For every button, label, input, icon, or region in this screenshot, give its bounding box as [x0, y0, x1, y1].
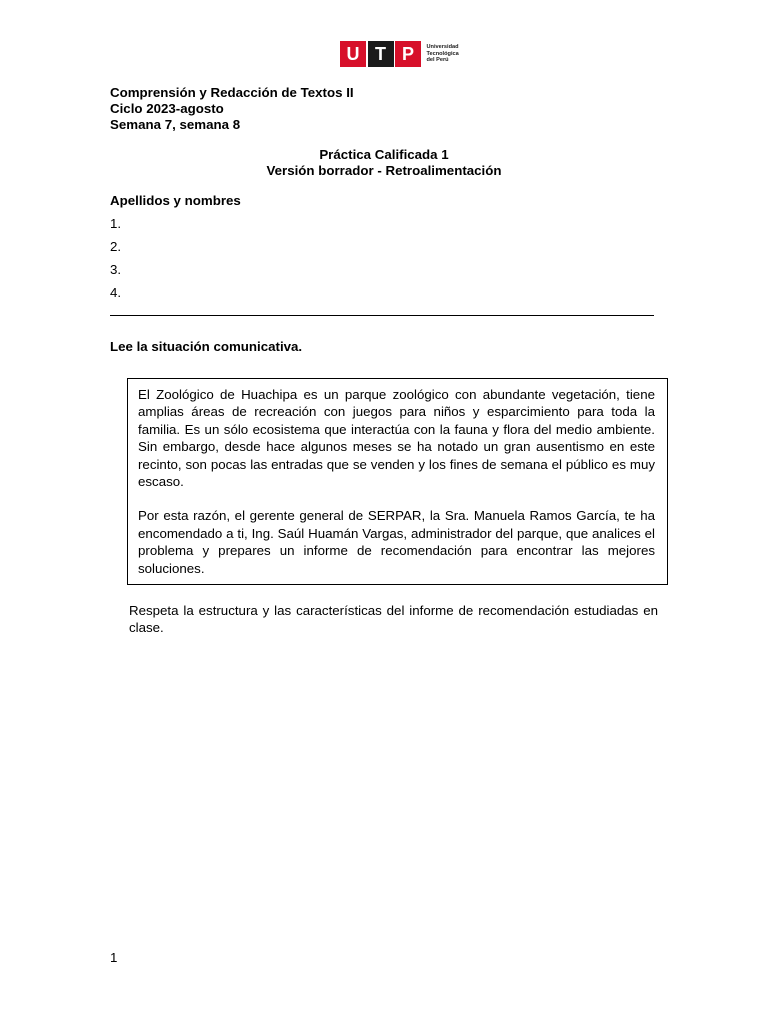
situation-box: [127, 378, 668, 585]
list-item: 1.: [110, 216, 122, 231]
logo-text-line: Universidad: [426, 44, 459, 51]
list-item: 3.: [110, 262, 122, 277]
logo-university-name: [427, 44, 459, 64]
course-name: Comprensión y Redacción de Textos II: [110, 85, 354, 100]
logo-text-line: del Perú: [426, 57, 449, 64]
logo-letter-u: U: [340, 41, 366, 67]
instruction-heading: Lee la situación comunicativa.: [110, 339, 303, 354]
situation-paragraph-1: El Zoológico de Huachipa es un parque zoológico con abundante vegetación, tiene amplias áreas de recreación con juegos para niños y esparcimiento para toda la familia. Es un sólo ecosistema que interactúa con la fauna y flora del medio ambiente. Sin embargo, desde hace algunos meses se ha notado un gran ausentismo en este recinto, son pocas las entradas que se venden y los fines de semana el público es muy escaso.: [138, 387, 655, 490]
page-number: 1: [110, 950, 118, 965]
situation-paragraph-2: Por esta razón, el gerente general de SERPAR, la Sra. Manuela Ramos García, te ha encomendado a ti, Ing. Saúl Huamán Vargas, administrador del parque, que analices el problema y prepares un informe de recomendación para encontrar las mejores soluciones.: [138, 508, 655, 576]
document-title: [0, 147, 768, 179]
closing-instruction: Respeta la estructura y las características del informe de recomendación estudiadas en clase.: [129, 603, 658, 635]
course-week: Semana 7, semana 8: [110, 117, 241, 132]
logo-letter-p: P: [395, 41, 421, 67]
names-list: [110, 216, 121, 308]
logo-text-line: Tecnológica: [426, 50, 459, 57]
logo-letter-t: T: [368, 41, 394, 67]
list-item: 2.: [110, 239, 122, 254]
title-line-2: Versión borrador - Retroalimentación: [266, 163, 502, 178]
utp-logo: [340, 41, 459, 67]
horizontal-rule: [110, 315, 654, 316]
course-cycle: Ciclo 2023-agosto: [110, 101, 224, 116]
course-header: [110, 85, 354, 133]
names-label: Apellidos y nombres: [110, 193, 241, 208]
list-item: 4.: [110, 285, 122, 300]
title-line-1: Práctica Calificada 1: [319, 147, 449, 162]
